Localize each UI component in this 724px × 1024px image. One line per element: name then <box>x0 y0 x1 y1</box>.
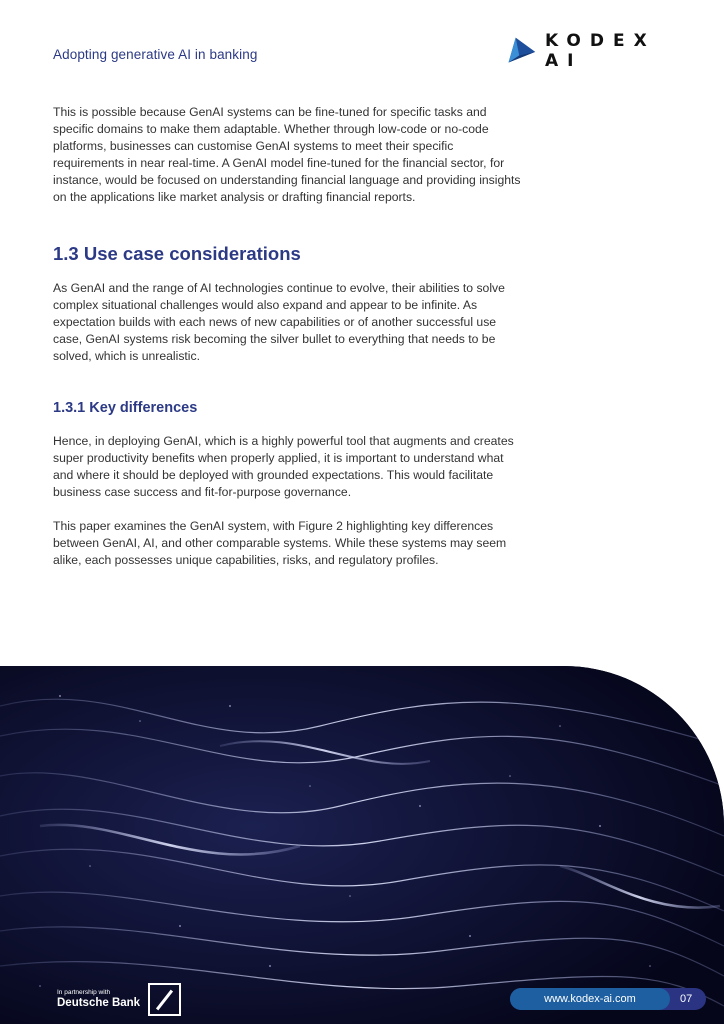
decorative-wave-image <box>0 666 724 1024</box>
body-paragraph-2: As GenAI and the range of AI technologies continue to evolve, their abilities to solve complex situational challenges would also expand and appear to be infinite. As expectation builds with each news of new capabilities or of another successful use case, GenAI systems risk becoming the silver bullet to everything that needs to be solved, which is unrealistic. <box>53 281 505 363</box>
kodex-logo-icon <box>505 34 537 68</box>
subsection-heading: 1.3.1 Key differences <box>53 400 198 416</box>
body-paragraph-4: This paper examines the GenAI system, with Figure 2 highlighting key differences between GenAI, AI, and other comparable systems. While these systems may seem alike, each possesses unique capabilities, risks, and regulatory profiles. <box>53 519 507 567</box>
logo-wordmark: KODEX AI <box>545 31 656 71</box>
body-paragraph-1: This is possible because GenAI systems can be fine-tuned for specific tasks and specific domains to make them adaptable. Whether through low-code or no-code platforms, businesses can customise GenAI systems to meet their specific requirements in near real-time. A GenAI model fine-tuned for the financial sector, for instance, would be focused on understanding financial language and providing insights on the applications like market analysis or drafting financial reports. <box>53 105 521 204</box>
partner-name: Deutsche Bank <box>57 997 141 1009</box>
deutsche-bank-logo-icon <box>148 983 181 1016</box>
partner-caption: In partnership with <box>57 989 111 996</box>
document-header-title: Adopting generative AI in banking <box>53 47 258 62</box>
section-heading: 1.3 Use case considerations <box>53 243 301 264</box>
body-paragraph-3: Hence, in deploying GenAI, which is a highly powerful tool that augments and creates super productivity benefits when properly applied, it is important to understand what and where it should be deployed with grounded expectations. This would facilitate business case success and fit-for-purpose governance. <box>53 434 514 499</box>
partner-badge <box>57 983 181 1016</box>
website-link[interactable]: www.kodex-ai.com <box>510 988 670 1010</box>
page-number: 07 <box>680 993 693 1005</box>
kodex-ai-logo <box>505 31 690 71</box>
